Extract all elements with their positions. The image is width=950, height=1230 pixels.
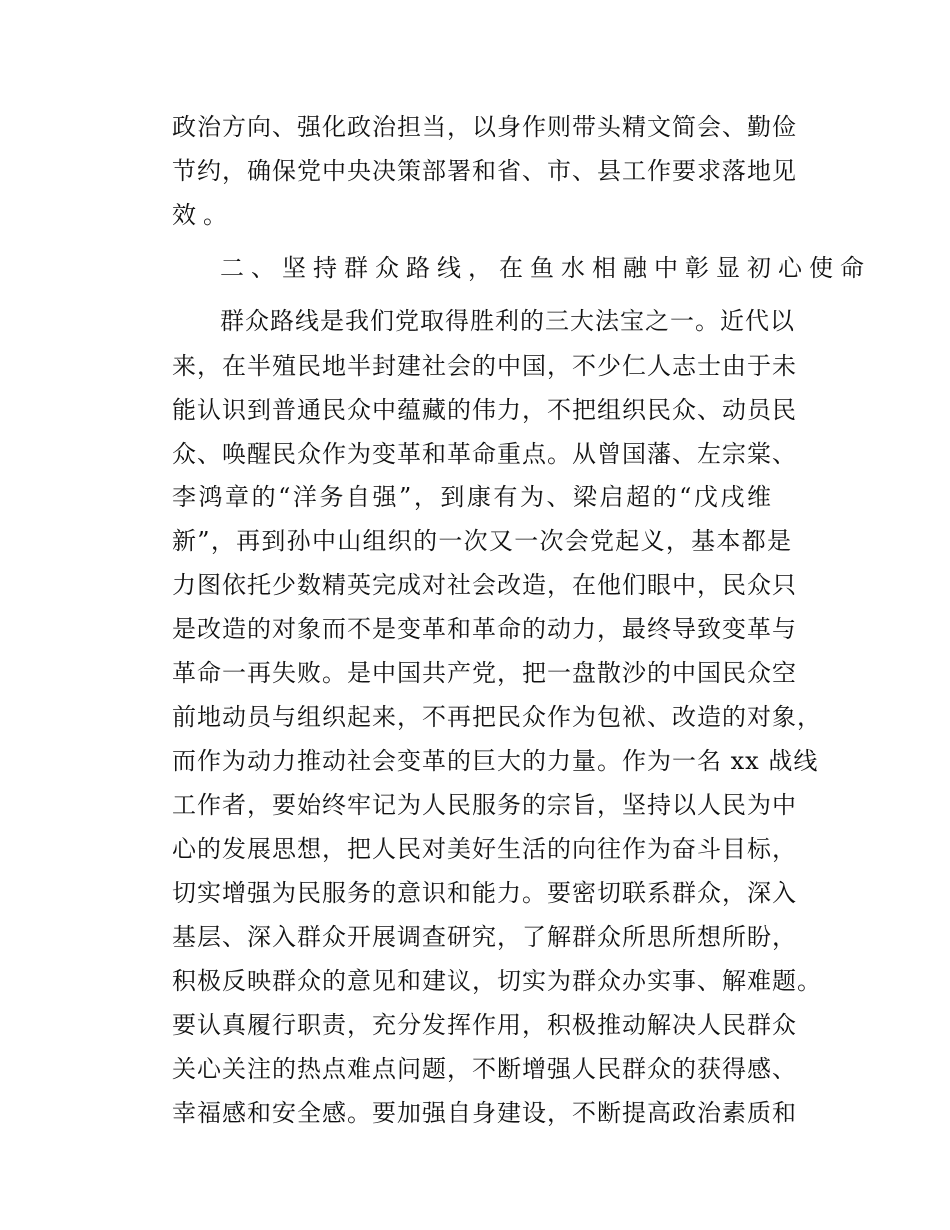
text-line: 新”，再到孙中山组织的一次又一次会党起义，基本都是 xyxy=(172,527,792,555)
text-line: 要认真履行职责，充分发挥作用，积极推动解决人民群众 xyxy=(172,1011,797,1039)
text-line: 效。 xyxy=(172,201,234,229)
text-line: 来，在半殖民地半封建社会的中国，不少仁人志士由于未 xyxy=(172,352,797,380)
text-line: 李鸿章的“洋务自强”，到康有为、梁启超的“戊戌维 xyxy=(172,483,772,511)
text-line: 心的发展思想，把人民对美好生活的向往作为奋斗目标， xyxy=(172,835,797,863)
text-line: 前地动员与组织起来，不再把民众作为包袱、改造的对象， xyxy=(172,703,822,731)
text-line: 节约，确保党中央决策部署和省、市、县工作要求落地见 xyxy=(172,157,797,185)
text-line: 基层、深入群众开展调查研究，了解群众所思所想所盼， xyxy=(172,923,797,951)
text-line: 积极反映群众的意见和建议，切实为群众办实事、解难题。 xyxy=(172,967,822,995)
text-line: 革命一再失败。是中国共产党，把一盘散沙的中国民众空 xyxy=(172,659,797,687)
section-heading: 二、坚持群众路线，在鱼水相融中彰显初心使命 xyxy=(220,254,871,282)
text-line: 幸福感和安全感。要加强自身建设，不断提高政治素质和 xyxy=(172,1099,797,1127)
text-line: 政治方向、强化政治担当，以身作则带头精文简会、勤俭 xyxy=(172,113,797,141)
text-line: 众、唤醒民众作为变革和革命重点。从曾国藩、左宗棠、 xyxy=(172,440,797,468)
text-line: 能认识到普通民众中蕴藏的伟力，不把组织民众、动员民 xyxy=(172,396,797,424)
text-line: 力图依托少数精英完成对社会改造，在他们眼中，民众只 xyxy=(172,571,797,599)
text-line: 工作者，要始终牢记为人民服务的宗旨，坚持以人民为中 xyxy=(172,791,797,819)
text-line: 是改造的对象而不是变革和革命的动力，最终导致变革与 xyxy=(172,615,797,643)
text-line: 而作为动力推动社会变革的巨大的力量。作为一名 xx 战线 xyxy=(172,747,819,775)
text-line: 群众路线是我们党取得胜利的三大法宝之一。近代以 xyxy=(220,307,795,335)
text-line: 切实增强为民服务的意识和能力。要密切联系群众，深入 xyxy=(172,879,797,907)
text-line: 关心关注的热点难点问题，不断增强人民群众的获得感、 xyxy=(172,1055,797,1083)
